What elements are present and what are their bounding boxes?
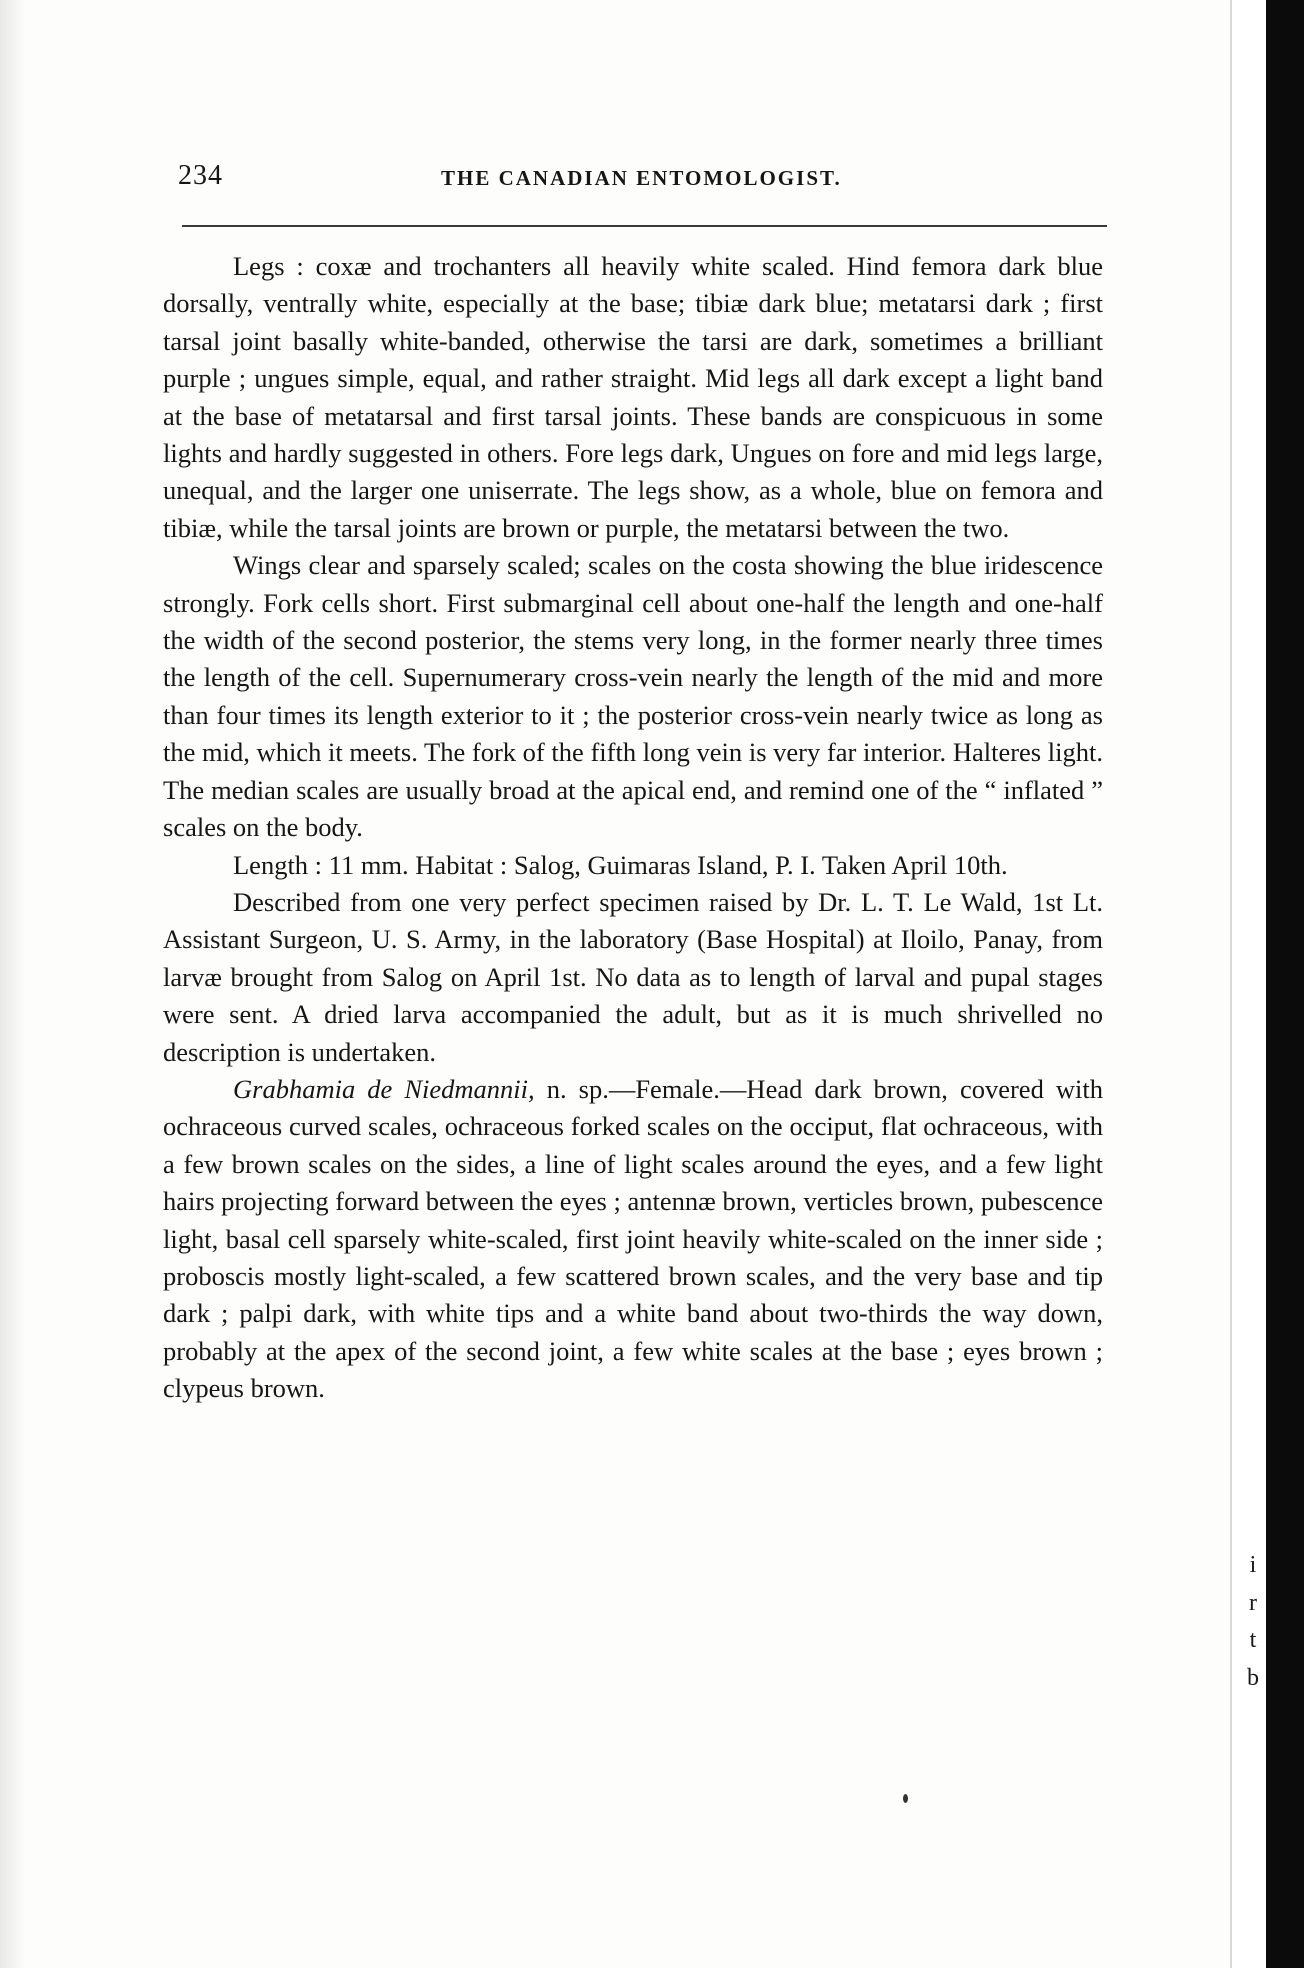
- page-number: 234: [178, 160, 223, 191]
- paragraph-length-habitat: Length : 11 mm. Habitat : Salog, Guimaras Island, P. I. Taken April 10th.: [233, 849, 1008, 880]
- article-body: [163, 248, 1103, 1408]
- page-gutter-shadow: [0, 0, 26, 1968]
- page-header: [178, 160, 1108, 200]
- page-edge-border: [1266, 0, 1304, 1968]
- paragraph-described: Described from one very perfect specimen raised by Dr. L. T. Le Wald, 1st Lt. Assistant Surgeon, U. S. Army, in the laboratory (Base Hospital) at Iloilo, Panay, from larvæ brought from Salog on April 1st. No data as to length of larval and pupal stages were sent. A dried larva accompanied the adult, but as it is much shrivelled no description is undertaken.: [163, 886, 1103, 1067]
- facing-page-letter: t: [1249, 1627, 1257, 1653]
- paragraph-legs: Legs : coxæ and trochanters all heavily white scaled. Hind femora dark blue dorsally, ventrally white, especially at the base; tibiæ dark blue; metatarsi dark ; first tarsal joint basally white-banded, otherwise the tarsi are dark, sometimes a brilliant purple ; ungues simple, equal, and rather straight. Mid legs all dark except a light band at the base of metatarsal and first tarsal joints. These bands are conspicuous in some lights and hardly suggested in others. Fore legs dark, Ungues on fore and mid legs large, unequal, and the larger one uniserrate. The legs show, as a whole, blue on femora and tibiæ, while the tarsal joints are brown or purple, the metatarsi between the two.: [163, 251, 1103, 543]
- ink-speck: [903, 1794, 908, 1803]
- running-head: THE CANADIAN ENTOMOLOGIST.: [441, 166, 842, 190]
- species-name: Grabhamia de Niedmannii,: [233, 1073, 535, 1104]
- paragraph-wings: Wings clear and sparsely scaled; scales on the costa showing the blue iridescence strongly. Fork cells short. First submarginal cell about one-half the length and one-half the width of the second posterior, the stems very long, in the former nearly three times the length of the cell. Supernumerary cross-vein nearly the length of the mid and more than four times its length exterior to it ; the posterior cross-vein nearly twice as long as the mid, which it meets. The fork of the fifth long vein is very far interior. Halteres light. The median scales are usually broad at the apical end, and remind one of the “ inflated ” scales on the body.: [163, 550, 1103, 843]
- facing-page-letter: b: [1247, 1665, 1259, 1691]
- facing-page-letter: r: [1249, 1590, 1257, 1616]
- header-rule: [182, 225, 1107, 227]
- facing-page-letter: i: [1249, 1552, 1257, 1578]
- paragraph-grabhamia: [163, 1071, 1103, 1408]
- species-description: n. sp.—Female.—Head dark brown, covered with ochraceous curved scales, ochraceous forked scales on the occiput, flat ochraceous, with a few brown scales on the sides, a line of light scales around the eyes, and a few light hairs projecting forward between the eyes ; antennæ brown, verticles brown, pubescence light, basal cell sparsely white-scaled, first joint heavily white-scaled on the inner side ; proboscis mostly light-scaled, a few scattered brown scales, and the very base and tip dark ; palpi dark, with white tips and a white band about two-thirds the way down, probably at the apex of the second joint, a few white scales at the base ; eyes brown ; clypeus brown.: [163, 1073, 1103, 1404]
